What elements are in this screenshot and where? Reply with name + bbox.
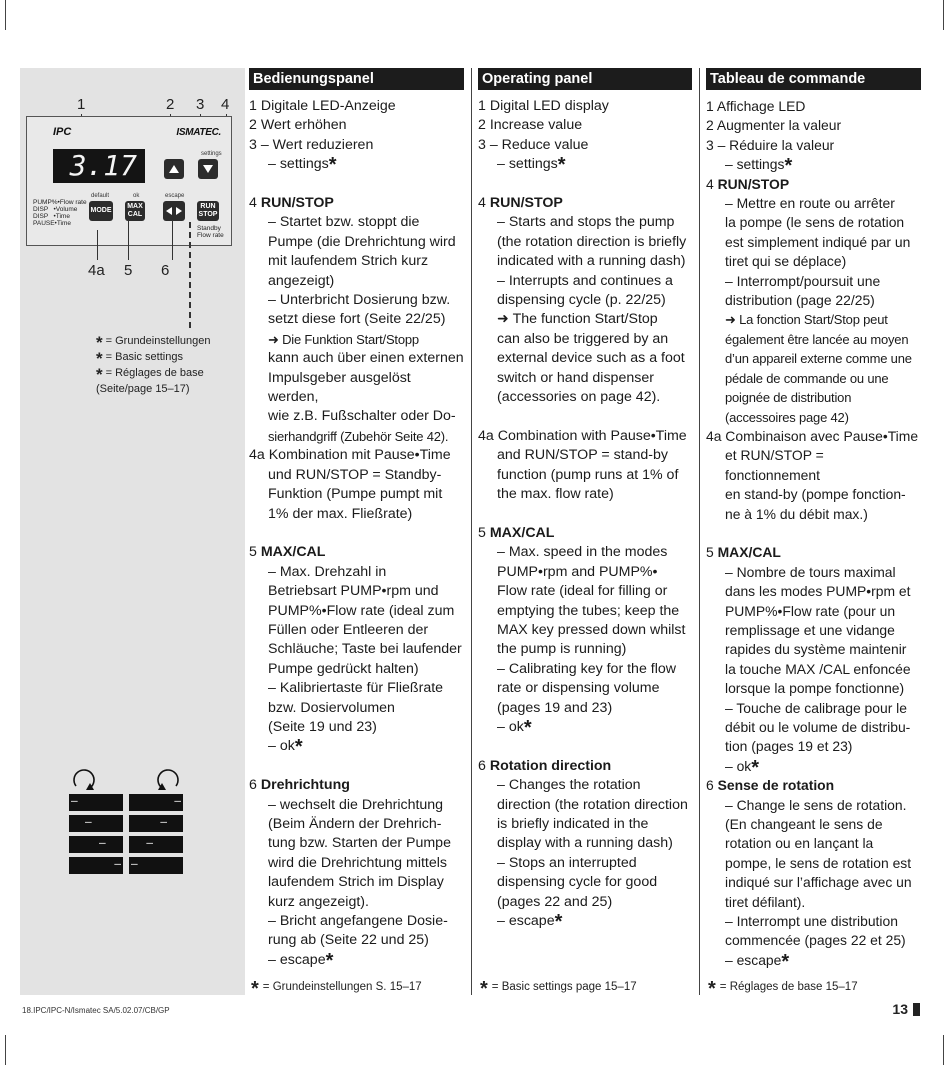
maxcal-key: MAX CAL bbox=[125, 201, 145, 221]
crop-mark bbox=[943, 1035, 944, 1065]
column-body bbox=[706, 97, 921, 973]
decrease-key bbox=[198, 159, 218, 179]
callout-number: 5 bbox=[124, 262, 133, 279]
text-line: – settings* bbox=[497, 154, 566, 177]
ipc-label: IPC bbox=[53, 126, 72, 138]
text-line: Impulsgeber ausgelöst werden, bbox=[268, 369, 415, 406]
text-line: – Calibrating key for the flow bbox=[497, 660, 677, 677]
text-line: tiret défilant). bbox=[725, 893, 806, 910]
text-line: 1 Digitale LED-Anzeige bbox=[249, 98, 396, 114]
text-line: PUMP•rpm and PUMP%• bbox=[497, 563, 658, 580]
paragraph-gap bbox=[249, 524, 464, 543]
asterisk-mark: * bbox=[328, 154, 337, 177]
text-line: débit ou le volume de distribu- bbox=[725, 718, 911, 735]
text-line: 1 Affichage LED bbox=[706, 98, 806, 114]
text-line: Pumpe (die Drehrichtung wird bbox=[268, 233, 456, 250]
text-line: direction (the rotation direction bbox=[497, 796, 688, 813]
text-line: d’un appareil externe comme une bbox=[725, 351, 912, 367]
text-line: (Seite 19 und 23) bbox=[268, 718, 377, 735]
text-line: – wechselt die Drehrichtung bbox=[268, 796, 444, 813]
runstop-key: RUN STOP bbox=[197, 201, 219, 221]
rotation-frame: – bbox=[129, 815, 183, 832]
footer-reference: 18.IPC/IPC-N/Ismatec SA/5.02.07/CB/GP bbox=[22, 1006, 170, 1015]
text-line: angezeigt) bbox=[268, 272, 335, 289]
text-line: 6 Rotation direction bbox=[478, 757, 612, 774]
rotation-frame: – bbox=[69, 815, 123, 832]
asterisk-mark: * bbox=[523, 716, 532, 739]
text-line: Betriebsart PUMP•rpm und bbox=[268, 583, 439, 600]
settings-legend bbox=[96, 334, 211, 397]
text-line: 3 – Wert reduzieren bbox=[249, 136, 374, 153]
text-line: est simplement indiqué par un bbox=[725, 233, 911, 250]
text-line: – Changes the rotation bbox=[497, 777, 641, 794]
crop-mark bbox=[943, 0, 944, 30]
paragraph-gap bbox=[478, 407, 692, 426]
legend-text: = Réglages de base bbox=[105, 367, 204, 379]
asterisk-mark: * bbox=[554, 911, 563, 933]
text-line: Funktion (Pumpe pumpt mit bbox=[268, 486, 443, 503]
item-title: RUN/STOP bbox=[489, 195, 563, 212]
settings-key-label: settings bbox=[201, 151, 222, 157]
text-line: wird die Drehrichtung mittels bbox=[268, 854, 447, 871]
paragraph-gap bbox=[249, 757, 464, 776]
callout-number: 4a bbox=[88, 262, 105, 279]
footnote: * = Basic settings page 15–17 bbox=[480, 978, 637, 1000]
legend-row: (Seite/page 15–17) bbox=[96, 383, 190, 395]
text-line: – escape* bbox=[497, 911, 563, 933]
column-divider bbox=[699, 68, 700, 995]
text-line: MAX key pressed down whilst bbox=[497, 621, 686, 638]
text-line: PUMP%•Flow rate (ideal zum bbox=[268, 602, 455, 619]
item-title: Drehrichtung bbox=[260, 777, 350, 794]
text-line: the pump is running) bbox=[497, 641, 627, 658]
paragraph-gap bbox=[478, 175, 692, 194]
column-english bbox=[478, 68, 692, 931]
text-line: en stand-by (pompe fonction- bbox=[725, 486, 906, 503]
text-line: 1% der max. Fließrate) bbox=[268, 505, 413, 522]
rotation-arrows-icon bbox=[68, 766, 184, 792]
callout-number: 1 bbox=[77, 96, 86, 113]
paragraph-gap bbox=[249, 175, 464, 194]
text-line: pédale de commande ou une bbox=[725, 370, 889, 386]
dashed-callout bbox=[189, 222, 191, 328]
callout-line bbox=[172, 220, 173, 260]
paragraph-gap bbox=[478, 737, 692, 756]
column-german bbox=[249, 68, 464, 970]
text-line: – escape* bbox=[725, 950, 790, 973]
footnote: * = Grundeinstellungen S. 15–17 bbox=[251, 978, 422, 1000]
text-line: – Kalibriertaste für Fließrate bbox=[268, 680, 444, 697]
column-heading: Operating panel bbox=[478, 68, 692, 90]
text-line: – Touche de calibrage pour le bbox=[725, 699, 907, 716]
text-line: ➜ The function Start/Stop bbox=[497, 311, 658, 328]
text-line: laufendem Strich im Display bbox=[268, 874, 444, 891]
text-line: can also be triggered by an bbox=[497, 330, 669, 347]
text-line: 5 MAX/CAL bbox=[478, 524, 555, 541]
text-line: poignée de distribution bbox=[725, 390, 852, 406]
item-title: RUN/STOP bbox=[260, 195, 334, 212]
rotation-frame: – bbox=[129, 836, 183, 853]
legend-row: * = Basic settings bbox=[96, 349, 183, 368]
page-marker bbox=[913, 1003, 920, 1016]
text-line: la touche MAX /CAL enfoncée bbox=[725, 660, 911, 677]
text-line: – Startet bzw. stoppt die bbox=[268, 214, 420, 231]
text-line: rate or dispensing volume bbox=[497, 680, 660, 697]
text-line: Pumpe gedrückt halten) bbox=[268, 660, 419, 677]
column-heading: Tableau de commande bbox=[706, 68, 921, 90]
text-line: rapides du système maintenir bbox=[725, 641, 907, 658]
asterisk-mark: * bbox=[751, 756, 760, 779]
escape-key-label: escape bbox=[165, 193, 185, 199]
rotation-key bbox=[163, 201, 185, 221]
text-line: (pages 22 and 25) bbox=[497, 893, 613, 910]
text-line: external device such as a foot bbox=[497, 350, 685, 367]
text-line: 1 Digital LED display bbox=[478, 98, 609, 114]
legend-row: * = Réglages de base bbox=[96, 365, 204, 384]
text-line: (Beim Ändern der Drehrich- bbox=[268, 815, 442, 832]
text-line: pompe, le sens de rotation est bbox=[725, 854, 912, 871]
text-line: tiret qui se déplace) bbox=[725, 253, 847, 270]
text-line: – escape* bbox=[268, 949, 334, 972]
text-line: indicated with a running dash) bbox=[497, 253, 686, 270]
text-line: tung bzw. Starten der Pumpe bbox=[268, 835, 451, 852]
text-line: the max. flow rate) bbox=[497, 486, 614, 503]
text-line: display with a running dash) bbox=[497, 835, 673, 852]
rotation-frame: – bbox=[129, 794, 183, 811]
column-french bbox=[706, 68, 921, 973]
text-line: 5 MAX/CAL bbox=[706, 544, 781, 561]
text-line: – Interrompt/poursuit une bbox=[725, 272, 881, 289]
triangle-up-icon bbox=[168, 164, 180, 174]
text-line: (the rotation direction is briefly bbox=[497, 233, 687, 250]
text-line: – Interrupts and continues a bbox=[497, 272, 673, 289]
text-line: la pompe (le sens de rotation bbox=[725, 214, 905, 231]
footnote: * = Réglages de base 15–17 bbox=[708, 978, 858, 1000]
text-line: 3 – Réduire la valeur bbox=[706, 136, 835, 153]
text-line: – settings* bbox=[268, 154, 337, 177]
text-line: wie z.B. Fußschalter oder Do- bbox=[268, 408, 456, 425]
column-body bbox=[478, 97, 692, 931]
callout-number: 3 bbox=[196, 96, 205, 113]
asterisk-mark: * bbox=[781, 950, 790, 973]
column-body bbox=[249, 97, 464, 970]
text-line: 3 – Reduce value bbox=[478, 136, 589, 153]
crop-mark bbox=[5, 0, 6, 30]
text-line: 4 RUN/STOP bbox=[478, 195, 563, 212]
item-title: MAX/CAL bbox=[260, 544, 326, 561]
text-line: tion (pages 19 et 23) bbox=[725, 738, 853, 755]
column-divider bbox=[471, 68, 472, 995]
text-line: dispensing cycle for good bbox=[497, 874, 658, 891]
text-line: bzw. Dosiervolumen bbox=[268, 699, 395, 716]
item-title: Rotation direction bbox=[489, 757, 612, 774]
callout-number: 4 bbox=[221, 96, 230, 113]
text-line: 6 Sense de rotation bbox=[706, 777, 835, 794]
text-line: dispensing cycle (p. 22/25) bbox=[497, 292, 666, 309]
text-line: lorsque la pompe fonctionne) bbox=[725, 680, 905, 697]
text-line: 4 RUN/STOP bbox=[249, 195, 334, 212]
legend-text: = Basic settings bbox=[105, 351, 183, 363]
default-key-label: default bbox=[91, 193, 110, 199]
paragraph-gap bbox=[706, 524, 921, 543]
text-line: emptying the tubes; keep the bbox=[497, 602, 680, 619]
text-line: – Starts and stops the pump bbox=[497, 214, 675, 231]
text-line: kann auch über einen externen bbox=[268, 350, 464, 367]
callout-line bbox=[128, 220, 129, 260]
text-line: 5 MAX/CAL bbox=[249, 544, 326, 561]
legend-text: = Grundeinstellungen bbox=[105, 335, 211, 347]
text-line: – Nombre de tours maximal bbox=[725, 563, 896, 580]
text-line: 4a Combination with Pause•Time bbox=[478, 427, 687, 444]
text-line: – Interrompt une distribution bbox=[725, 913, 898, 930]
text-line: (accessories on page 42). bbox=[497, 389, 661, 406]
text-line: kurz angezeigt). bbox=[268, 893, 369, 910]
text-line: sierhandgriff (Zubehör Seite 42). bbox=[268, 428, 449, 444]
text-line: – Unterbricht Dosierung bzw. bbox=[268, 292, 451, 309]
paragraph-gap bbox=[478, 505, 692, 524]
text-line: is briefly indicated in the bbox=[497, 815, 649, 832]
legend-row: * = Grundeinstellungen bbox=[96, 333, 211, 352]
footnote-text: = Basic settings page 15–17 bbox=[491, 981, 637, 993]
text-line: ➜ La fonction Start/Stop peut bbox=[725, 312, 888, 328]
item-title: RUN/STOP bbox=[717, 175, 790, 192]
text-line: et RUN/STOP = fonctionnement bbox=[725, 447, 828, 483]
asterisk-mark: * bbox=[325, 949, 334, 972]
footnote-text: = Réglages de base 15–17 bbox=[719, 981, 858, 993]
text-line: und RUN/STOP = Standby- bbox=[268, 466, 442, 483]
text-line: – Stops an interrupted bbox=[497, 854, 637, 871]
text-line: indiqué sur l’affichage avec un bbox=[725, 874, 912, 891]
text-line: 2 Increase value bbox=[478, 117, 583, 134]
callout-number: 6 bbox=[161, 262, 170, 279]
control-panel-diagram bbox=[26, 116, 232, 246]
rotation-icons bbox=[68, 766, 184, 792]
text-line: ne à 1% du débit max.) bbox=[725, 505, 868, 522]
text-line: distribution (page 22/25) bbox=[725, 292, 875, 309]
asterisk-mark: * bbox=[294, 736, 303, 759]
text-line: (accessoires page 42) bbox=[725, 409, 849, 425]
text-line: mit laufendem Strich kurz bbox=[268, 253, 429, 270]
text-line: – Change le sens de rotation. bbox=[725, 796, 907, 813]
rotation-frame: – bbox=[69, 836, 123, 853]
asterisk-mark: * bbox=[784, 155, 793, 178]
text-line: dans les modes PUMP•rpm et bbox=[725, 583, 911, 600]
text-line: (En changeant le sens de bbox=[725, 816, 883, 833]
text-line: 6 Drehrichtung bbox=[249, 777, 350, 794]
standby-label: Standby Flow rate bbox=[197, 225, 224, 239]
text-line: 2 Augmenter la valeur bbox=[706, 117, 842, 134]
column-heading: Bedienungspanel bbox=[249, 68, 464, 90]
crop-mark bbox=[5, 1035, 6, 1065]
mode-list: PUMP%•Flow rate DISP •Volume DISP •Time PAUSE•Time bbox=[33, 199, 87, 227]
callout-line bbox=[97, 230, 98, 260]
text-line: – ok* bbox=[268, 736, 303, 759]
text-line: Schläuche; Taste bei laufender bbox=[268, 641, 462, 658]
led-display: 3.17 bbox=[53, 149, 145, 183]
item-title: Sense de rotation bbox=[717, 777, 835, 794]
text-line: 4 RUN/STOP bbox=[706, 175, 790, 192]
text-line: commencée (pages 22 et 25) bbox=[725, 932, 906, 949]
text-line: – settings* bbox=[725, 155, 793, 178]
text-line: remplissage et une vidange bbox=[725, 621, 895, 638]
triangle-down-icon bbox=[202, 164, 214, 174]
text-line: 4a Combinaison avec Pause•Time bbox=[706, 427, 919, 444]
mode-key: MODE bbox=[89, 201, 113, 221]
text-line: ➜ Die Funktion Start/Stopp bbox=[268, 331, 419, 347]
text-line: – ok* bbox=[725, 756, 760, 779]
text-line: setzt diese fort (Seite 22/25) bbox=[268, 311, 446, 328]
item-title: MAX/CAL bbox=[489, 524, 555, 541]
text-line: également être lancée au moyen bbox=[725, 331, 909, 347]
item-title: MAX/CAL bbox=[717, 544, 781, 561]
rotation-frame: – bbox=[69, 857, 123, 874]
text-line: 4a Kombination mit Pause•Time bbox=[249, 447, 451, 464]
text-line: and RUN/STOP = stand-by bbox=[497, 447, 668, 464]
text-line: – Bricht angefangene Dosie- bbox=[268, 913, 448, 930]
text-line: PUMP%•Flow rate (pour un bbox=[725, 602, 896, 619]
text-line: – Max. Drehzahl in bbox=[268, 563, 387, 580]
asterisk-mark: * bbox=[557, 154, 566, 177]
callout-number: 2 bbox=[166, 96, 175, 113]
rotation-frame: – bbox=[129, 857, 183, 874]
text-line: – Max. speed in the modes bbox=[497, 544, 668, 561]
text-line: – ok* bbox=[497, 716, 532, 739]
rotation-frame: – bbox=[69, 794, 123, 811]
text-line: rung ab (Seite 22 und 25) bbox=[268, 932, 429, 949]
text-line: (pages 19 and 23) bbox=[497, 699, 613, 716]
ismatec-logo: ISMATEC. bbox=[176, 127, 221, 138]
left-right-arrows-icon bbox=[165, 206, 183, 216]
increase-key bbox=[164, 159, 184, 179]
text-line: switch or hand dispenser bbox=[497, 369, 654, 386]
text-line: Flow rate (ideal for filling or bbox=[497, 583, 668, 600]
text-line: Füllen oder Entleeren der bbox=[268, 621, 429, 638]
text-line: 2 Wert erhöhen bbox=[249, 117, 347, 134]
text-line: rotation ou en lançant la bbox=[725, 835, 874, 852]
text-line: function (pump runs at 1% of bbox=[497, 466, 679, 483]
ok-key-label: ok bbox=[133, 193, 140, 199]
footnote-text: = Grundeinstellungen S. 15–17 bbox=[262, 981, 422, 993]
page-number: 13 bbox=[892, 1001, 908, 1017]
text-line: – Mettre en route ou arrêter bbox=[725, 195, 895, 212]
